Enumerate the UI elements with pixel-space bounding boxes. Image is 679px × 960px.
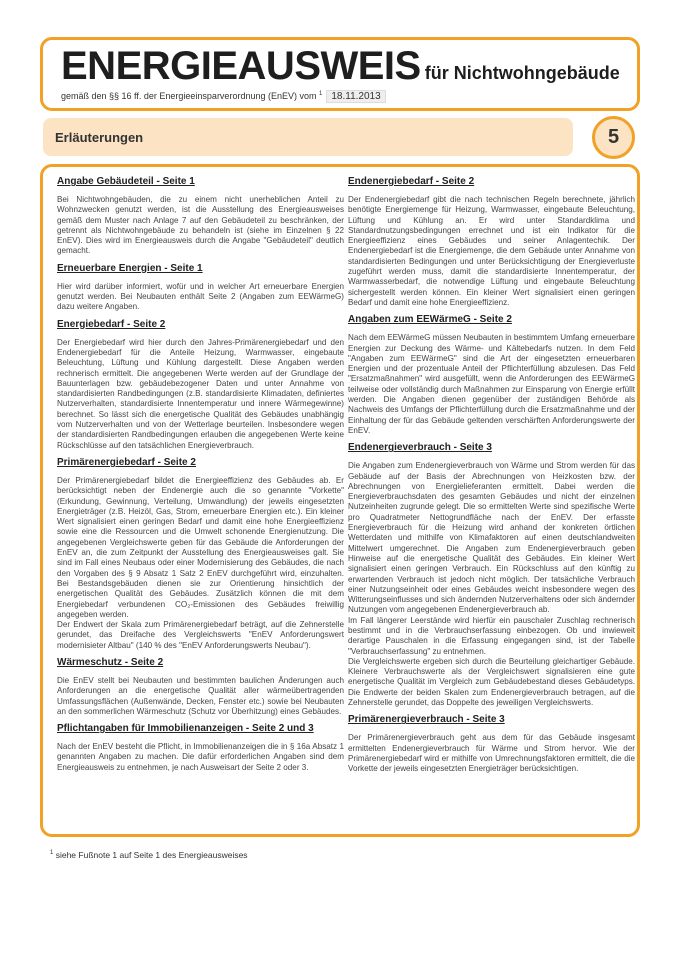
page-number-badge: 5: [592, 116, 635, 159]
section-heading: Endenergiebedarf - Seite 2: [348, 176, 475, 187]
title-sub: für Nichtwohngebäude: [424, 63, 620, 83]
section-paragraph: Bei Nichtwohngebäuden, die zu einem nicht unerheblichen Anteil zu Wohnzwecken genutzt werden, ist die Ausstellung des Energieausweises gemäß dem Muster nach Anlage 7 auf den Gebäudeteil zu beschränken, der getrennt als Nichtwohngebäude zu behandeln ist (siehe im Einzelnen § 22 EnEV). Dies wird im Energieausweis durch die Angabe "Gebäudeteil" deutlich gemacht.: [57, 195, 344, 256]
section-paragraph: Die EnEV stellt bei Neubauten und bestimmten baulichen Änderungen auch Anforderungen an die energetische Qualität aller wärmeübertragenden Umfassungsflächen (Außenwände, Decken, Fenster etc.) sowie bei Neubauten an den sommerlichen Wärmeschutz (Schutz vor Überhitzung) eines Gebäudes.: [57, 675, 344, 716]
section-heading: Angabe Gebäudeteil - Seite 1: [57, 176, 195, 187]
section: [57, 723, 344, 773]
footnote: [50, 850, 248, 860]
section-title: Erläuterungen: [55, 130, 144, 145]
section: [348, 442, 635, 708]
section-heading: Primärenergiebedarf - Seite 2: [57, 456, 196, 468]
section-paragraph: Der Endenergiebedarf gibt die nach technischen Regeln berechnete, jährlich benötigte Energiemenge für Heizung, Warmwasser, eingebaute Beleuchtung, Lüftung und Kühlung an. Er wird unter Standardklima und Standardnutzungsbedingungen errechnet und ist ein Indikator für die Energieeffizienz eines Gebäudes und seiner Anlagentechik. Der Endenergiebedarf ist die Energiemenge, die dem Gebäude unter Annahme von standardisierten Bedingungen und unter Berücksichtigung der Energieverluste zugeführt werden muss, damit die standardisierte Innentemperatur, der Warmwasserbedarf, die notwendige Lüftung und eingebaute Beleuchtung sichergestellt werden können. Ein kleiner Wert signalisiert einen geringen Bedarf und damit eine hohe Energieeffizienz.: [348, 195, 635, 307]
explanations-box: [40, 164, 640, 837]
section-paragraph: Die Angaben zum Endenergieverbrauch von Wärme und Strom werden für das Gebäude auf der Basis der Abrechnungen von Heizkosten bzw. der Abrechnungen von Energielieferanten ermittelt. Dabei werden die Energieverbrauchsdaten des gesamten Gebäudes und nicht der einzelnen Nutzeinheiten zugrunde gelegt. Die so ermittelten Werte sind spezifische Werte pro Quadratmeter Nettogrundfläche nach der EnEV. Der erfasste Energieverbrauch für die Heizung wird anhand der konkreten örtlichen Wetterdaten und mithilfe von Klimafaktoren auf einen deutschlandweiten Mittelwert umgerechnet. Die Angaben zum Endenergieverbrauch geben Hinweise auf die energetische Qualität des Gebäudes. Ein kleiner Wert signalisiert einen geringen Verbrauch. Ein Rückschluss auf den künftig zu erwartenden Verbrauch ist jedoch nicht möglich. Der tatsächliche Verbrauch einer Nutzungseinheit oder eines Gebäudes weicht insbesondere wegen des Witterungseinflusses und sich ändernden Nutzerverhaltens oder sich ändernder Nutzungen vom angegebenen Endenergieverbrauch ab.: [348, 461, 635, 615]
section-paragraph: Die Vergleichswerte ergeben sich durch die Beurteilung gleichartiger Gebäude. Kleinere Verbrauchswerte als der Vergleichswert signalisieren eine gute energetische Qualität im Vergleich zum Gebäudebestand dieses Gebäudetyps. Die Endwerte der beiden Skalen zum Endenergieverbrauch betragen, auf die Zehnerstelle gerundet, das Doppelte des jeweiligen Vergleichswerts.: [348, 656, 635, 708]
regulation-line: [61, 90, 386, 103]
section-heading: Endenergieverbrauch - Seite 3: [348, 442, 492, 454]
section-paragraph: Nach dem EEWärmeG müssen Neubauten in bestimmtem Umfang erneuerbare Energien zur Deckung des Wärme- und Kältebedarfs nutzen. In dem Feld "Angaben zum EEWärmeG" sind die Art der eingesetzten erneuerbaren Energien und der prozentuale Anteil der Pflichterfüllung abzulesen. Das Feld "Ersatzmaßnahmen" wird ausgefüllt, wenn die Anforderungen des EEWärmeG teilweise oder vollständig durch Maßnahmen zur Einsparung von Energie erfüllt werden. Die Angaben dienen gegenüber der zuständigen Behörde als Nachweis des Umfangs der Pflichterfüllung durch die Ersatzmaßnahme und der Einhaltung der für das Gebäude geltenden verschärften Anforderungswerte der EnEV.: [348, 333, 635, 435]
section-bar: [43, 118, 573, 156]
footnote-number: 1: [50, 850, 54, 857]
section: [57, 263, 344, 313]
regulation-text: gemäß den §§ 16 ff. der Energieeinsparverordnung (EnEV) vom: [61, 91, 317, 101]
section-paragraph: Im Fall längerer Leerstände wird hierfür ein pauschaler Zuschlag rechnerisch bestimmt und in die Verbrauchserfassung einbezogen. Ob und inwieweit derartige Pauschalen in die Erfassung eingegangen sind, ist der Tabelle "Verbrauchserfassung" zu entnehmen.: [348, 615, 635, 656]
section: [57, 657, 344, 717]
section: [348, 176, 635, 308]
section-paragraph: Der Primärenergiebedarf bildet die Energieeffizienz des Gebäudes ab. Er berücksichtigt neben der Endenergie auch die so genannte "Vorkette" (Erkundung, Gewinnung, Verteilung, Umwandlung) der jeweils eingesetzten Energieträger (z.B. Heizöl, Gas, Strom, erneuerbare Energien etc.). Ein kleiner Wert signalisiert einen geringen Bedarf und damit eine hohe Energieeffizienz sowie eine die Ressourcen und die Umwelt schonende Energienutzung. Die angegebenen Vergleichswerte geben für das Gebäude die Anforderungen der EnEV an, die zum Zeitpunkt der Ausstellung des Energieausweises galt. Sie sind im Fall eines Neubaus oder einer Modernisierung des Gebäudes, die nach den Vorgaben des § 9 Absatz 1 Satz 2 EnEV durchgeführt wird, einzuhalten. Bei Bestandsgebäuden dienen sie zur Orientierung hinsichtlich der energetischen Qualität des Gebäudes. Zusätzlich können die mit dem Energiebedarf verbundenen CO₂-Emissionen des Gebäudes freiwillig angegeben werden.: [57, 475, 344, 619]
section-heading: Pflichtangaben für Immobilienanzeigen - Seite 2 und 3: [57, 723, 314, 735]
right-column: [348, 176, 635, 781]
section: [57, 176, 344, 257]
document-header: [40, 37, 640, 111]
section: [348, 714, 635, 774]
footnote-mark: 1: [319, 91, 323, 97]
section-heading: Energiebedarf - Seite 2: [57, 318, 166, 330]
date-field: 18.11.2013: [326, 90, 385, 103]
section-heading: Primärenergieverbrauch - Seite 3: [348, 714, 505, 726]
title-main: ENERGIEAUSWEIS: [61, 44, 421, 88]
section-paragraph: Der Endwert der Skala zum Primärenergiebedarf beträgt, auf die Zehnerstelle gerundet, das Dreifache des Vergleichswerts "EnEV Anforderungswert modernisieter Altbau" (140 % des "EnEV Anforderungswerts Neubau").: [57, 620, 344, 650]
section: [57, 457, 344, 651]
section-paragraph: Der Primärenergieverbrauch geht aus dem für das Gebäude insgesamt ermittelten Endenergieverbrauch für Wärme und Strom hervor. Wie der Primärenergiebedarf wird er mithilfe von Umrechnungsfaktoren ermittelt, die die Vorkette der jeweils eingesetzten Energieträger berücksichtigen.: [348, 733, 635, 774]
footnote-text: siehe Fußnote 1 auf Seite 1 des Energieausweises: [55, 850, 248, 860]
section-paragraph: Hier wird darüber informiert, wofür und in welcher Art erneuerbare Energien genutzt werden. Bei Neubauten enthält Seite 2 (Angaben zum EEWärmeG) dazu weitere Angaben.: [57, 281, 344, 312]
document-title: [61, 44, 620, 89]
section-heading: Wärmeschutz - Seite 2: [57, 656, 164, 668]
section: [57, 319, 344, 451]
section-heading: Angaben zum EEWärmeG - Seite 2: [348, 314, 512, 326]
section-paragraph: Der Energiebedarf wird hier durch den Jahres-Primärenergiebedarf und den Endenergiebedarf für die Anteile Heizung, Warmwasser, eingebaute Beleuchtung, Lüftung und Kühlung dargestellt. Diese Angaben werden rechnerisch ermittelt. Die angegebenen Werte werden auf der Grundlage der Bauunterlagen bzw. gebäudebezogener Daten und unter Annahme von standardisierten Randbedingungen (z.B. standardisierte Klimadaten, definiertes Nutzerverhalten, standardisierte Innentemperatur und innere Wärmegewinne) berechnet. So lässt sich die energetische Qualität des Gebäudes unabhängig vom Nutzerverhalten und von der Wetterlage beurteilen. Insbesondere wegen der standardisierten Randbedingungen erlauben die angegebenen Werte keine Rückschlüsse auf den tatsächlichen Energieverbrauch.: [57, 337, 344, 450]
section-heading: Erneuerbare Energien - Seite 1: [57, 262, 203, 274]
section: [348, 314, 635, 436]
left-column: [57, 176, 344, 779]
section-paragraph: Nach der EnEV besteht die Pflicht, in Immobilienanzeigen die in § 16a Absatz 1 genannten Angaben zu machen. Die dafür erforderlichen Angaben sind dem Energieausweis zu entnehmen, je nach Ausweisart der Seite 2 oder 3.: [57, 742, 344, 772]
